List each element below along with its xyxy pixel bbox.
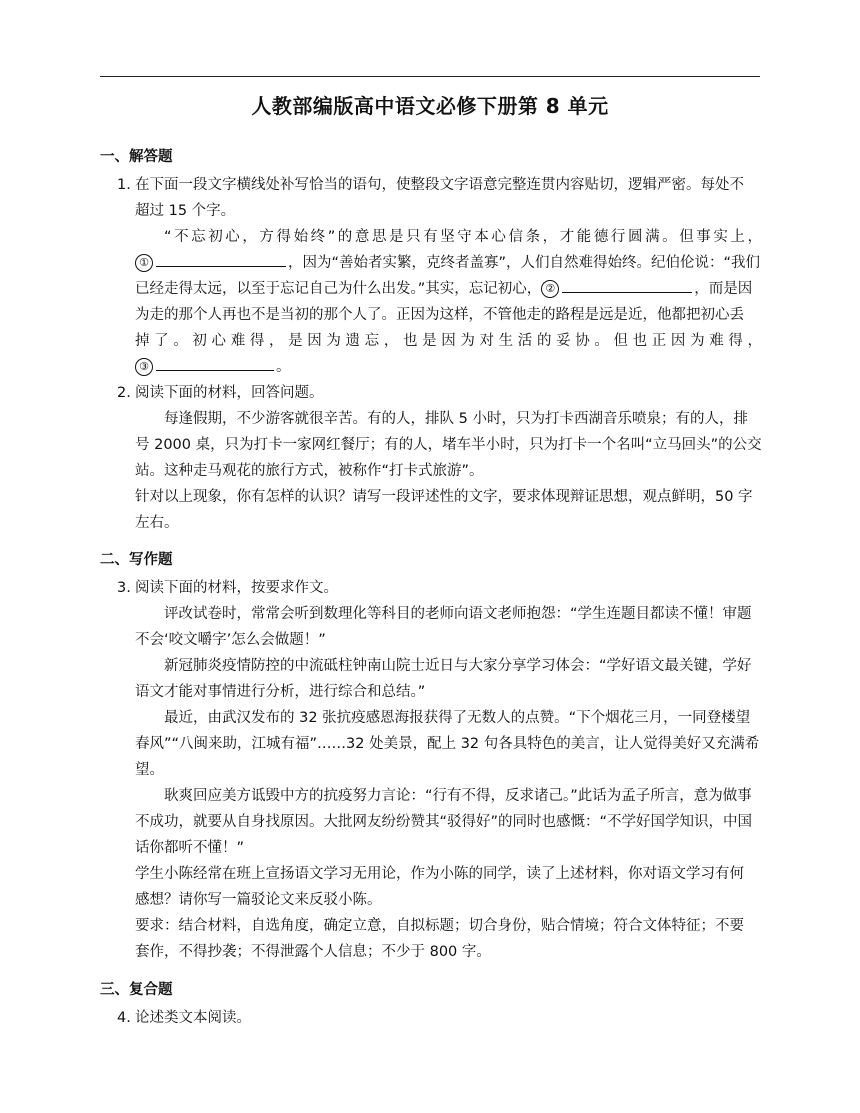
material-line: 每逢假期，不少游客就很辛苦。有的人，排队 5 小时，只为打卡西湖音乐喷泉；有的人，排 bbox=[164, 411, 748, 427]
material-line: 话你都听不懂！” bbox=[135, 840, 245, 856]
question-number: 2. bbox=[117, 385, 131, 401]
question-stem: 阅读下面的材料，按要求作文。 bbox=[135, 580, 338, 596]
requirement-line: 要求：结合材料，自选角度，确定立意，自拟标题；切合身份，贴合情境；符合文体特征；不要 bbox=[135, 918, 744, 934]
material-line: 望。 bbox=[135, 762, 164, 778]
circled-number-3: ③ bbox=[135, 358, 153, 376]
material-line: 号 2000 桌，只为打卡一家网红餐厅；有的人，堵车半小时，只为打卡一个名叫“立马回头”的公交 bbox=[135, 437, 762, 453]
question-stem: 论述类文本阅读。 bbox=[135, 1010, 251, 1026]
section-heading-composite: 三、复合题 bbox=[100, 982, 173, 998]
passage-line: 已经走得太远，以至于忘记自己为什么出发。”其实，忘记初心， ② ，而是因 bbox=[117, 276, 762, 302]
task-line: 学生小陈经常在班上宣扬语文学习无用论，作为小陈的同学，读了上述材料，你对语文学习有何 bbox=[135, 866, 744, 882]
question-2 bbox=[117, 380, 762, 536]
section-heading-answer: 一、解答题 bbox=[100, 149, 173, 165]
question-3 bbox=[117, 575, 762, 965]
passage-line: “不忘初心，方得始终”的意思是只有坚守本心信条，才能德行圆满。但事实上， bbox=[164, 229, 762, 245]
question-ask: 针对以上现象，你有怎样的认识？请写一段评述性的文字，要求体现辩证思想，观点鲜明，50 字 bbox=[135, 489, 753, 505]
passage-line: 掉了。初心难得，是因为遗忘，也是因为对生活的妥协。但也正因为难得， bbox=[135, 333, 762, 349]
material-line: 语文才能对事情进行分析，进行综合和总结。” bbox=[135, 684, 426, 700]
answer-blank-2[interactable] bbox=[562, 276, 692, 293]
question-stem: 阅读下面的材料，回答问题。 bbox=[135, 385, 324, 401]
question-ask: 左右。 bbox=[135, 515, 179, 531]
task-line: 感想？请你写一篇驳论文来反驳小陈。 bbox=[135, 892, 382, 908]
circled-number-1: ① bbox=[135, 254, 153, 272]
requirement-line: 套作，不得抄袭；不得泄露个人信息；不少于 800 字。 bbox=[135, 944, 491, 960]
material-line: 春风”“八闽来助，江城有福”……32 处美景，配上 32 句各具特色的美言，让人觉得美好又充满希 bbox=[135, 736, 760, 752]
question-stem: 在下面一段文字横线处补写恰当的语句，使整段文字语意完整连贯内容贴切，逻辑严密。每处不 bbox=[135, 177, 744, 193]
material-line: 站。这种走马观花的旅行方式，被称作“打卡式旅游”。 bbox=[135, 463, 484, 479]
question-number: 3. bbox=[117, 580, 131, 596]
header-rule bbox=[100, 76, 760, 77]
material-line: 最近，由武汉发布的 32 张抗疫感恩海报获得了无数人的点赞。“下个烟花三月，一同登楼望 bbox=[164, 710, 751, 726]
question-number: 1. bbox=[117, 177, 131, 193]
material-line: 不成功，就要从自身找原因。大批网友纷纷赞其“驳得好”的同时也感慨：“不学好国学知识，中国 bbox=[135, 814, 753, 830]
question-stem-cont: 超过 15 个字。 bbox=[135, 203, 236, 219]
question-4 bbox=[117, 1005, 762, 1031]
answer-blank-1[interactable] bbox=[156, 250, 286, 267]
page-title: 人教部编版高中语文必修下册第 8 单元 bbox=[251, 94, 609, 118]
answer-blank-3[interactable] bbox=[156, 354, 274, 371]
section-heading-writing: 二、写作题 bbox=[100, 552, 173, 568]
material-line: 不会‘咬文嚼字’怎么会做题！” bbox=[135, 632, 326, 648]
material-line: 评改试卷时，常常会听到数理化等科目的老师向语文老师抱怨：“学生连题目都读不懂！审题 bbox=[164, 606, 752, 622]
passage-line: 为走的那个人再也不是当初的那个人了。正因为这样，不管他走的路程是远是近，他都把初心丢 bbox=[135, 307, 744, 323]
question-number: 4. bbox=[117, 1010, 131, 1026]
question-1 bbox=[117, 172, 762, 380]
material-line: 新冠肺炎疫情防控的中流砥柱钟南山院士近日与大家分享学习体会：“学好语文最关键，学好 bbox=[164, 658, 752, 674]
passage-line: ① ，因为“善始者实繁，克终者盖寡”，人们自然难得始终。纪伯伦说：“我们 bbox=[117, 250, 762, 276]
material-line: 耿爽回应美方诋毁中方的抗疫努力言论：“行有不得，反求诸己。”此话为孟子所言，意为做事 bbox=[164, 788, 752, 804]
passage-line: ③ 。 bbox=[117, 354, 762, 380]
circled-number-2: ② bbox=[541, 280, 559, 298]
